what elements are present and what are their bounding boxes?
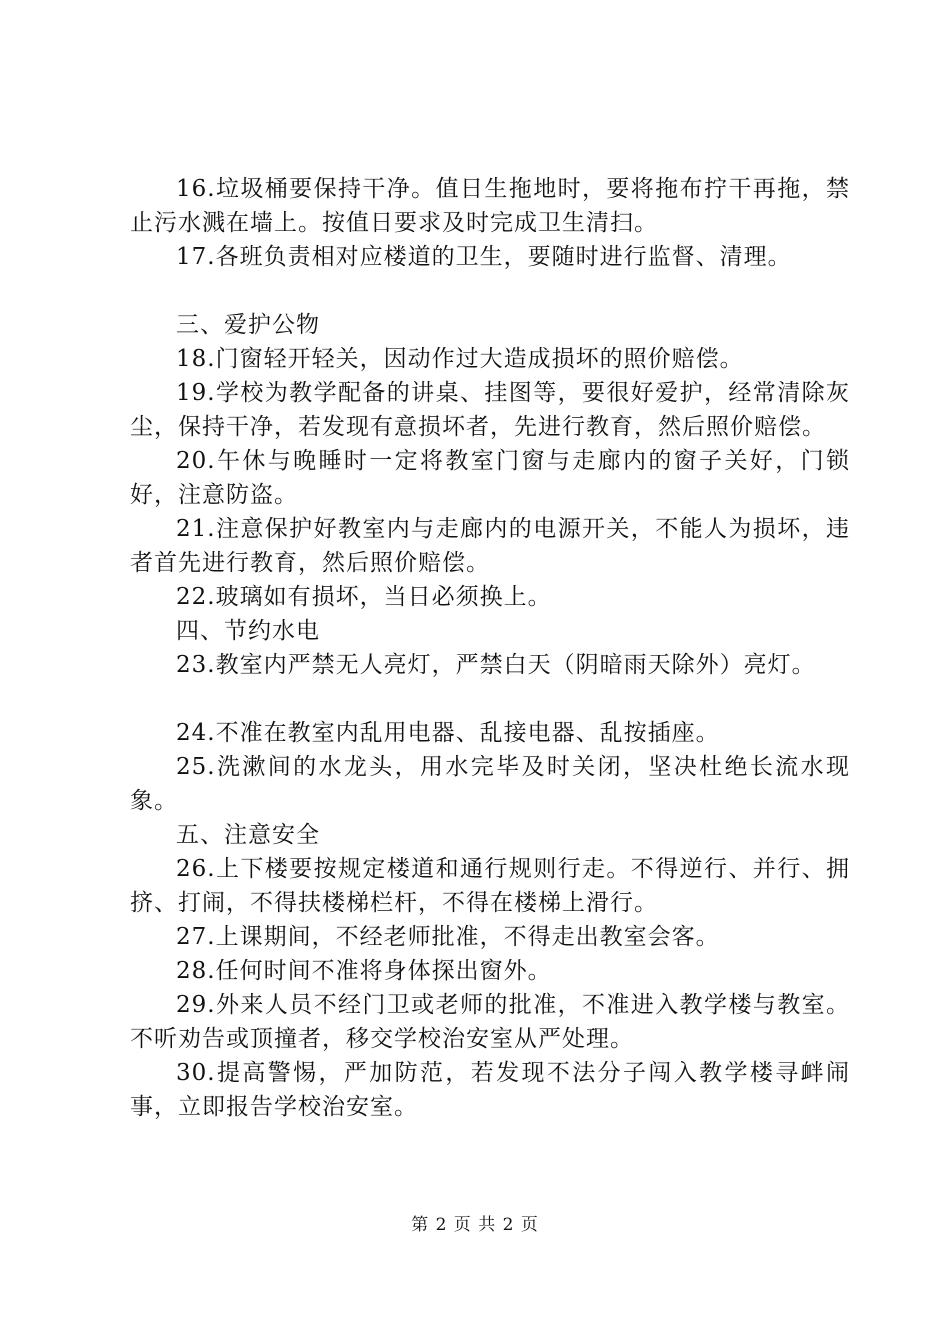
section-heading-save-water-electricity: 四、节约水电: [176, 618, 320, 644]
rule-24: 24.不准在教室内乱用电器、乱接电器、乱按插座。: [176, 720, 720, 746]
rule-20: 20.午休与晚睡时一定将教室门窗与走廊内的窗子关好，门锁好，注意防盗。: [130, 448, 850, 508]
rule-19: 19.学校为教学配备的讲桌、挂图等，要很好爱护，经常清除灰尘，保持干净，若发现有意损坏者，先进行教育，然后照价赔偿。: [130, 380, 850, 440]
rule-16: 16.垃圾桶要保持干净。值日生拖地时，要将拖布拧干再拖，禁止污水溅在墙上。按值日要求及时完成卫生清扫。: [130, 176, 850, 236]
rule-30: 30.提高警惕，严加防范，若发现不法分子闯入教学楼寻衅闹事，立即报告学校治安室。: [130, 1060, 850, 1120]
rule-23: 23.教室内严禁无人亮灯，严禁白天（阴暗雨天除外）亮灯。: [176, 652, 816, 678]
rule-28: 28.任何时间不准将身体探出窗外。: [176, 958, 552, 984]
section-gap: [130, 682, 850, 716]
rule-29: 29.外来人员不经门卫或老师的批准，不准进入教学楼与教室。不听劝告或顶撞者，移交学校治安室从严处理。: [130, 992, 850, 1052]
page-number-footer: 第 2 页 共 2 页: [411, 1215, 539, 1235]
section-gap: [130, 274, 850, 308]
section-heading-protect-property: 三、爱护公物: [176, 312, 320, 338]
rule-17: 17.各班负责相对应楼道的卫生，要随时进行监督、清理。: [176, 244, 792, 270]
rule-18: 18.门窗轻开轻关，因动作过大造成损坏的照价赔偿。: [176, 346, 744, 372]
rule-25: 25.洗漱间的水龙头，用水完毕及时关闭，坚决杜绝长流水现象。: [130, 754, 850, 814]
rule-27: 27.上课期间，不经老师批准，不得走出教室会客。: [176, 924, 720, 950]
rule-22: 22.玻璃如有损坏，当日必须换上。: [176, 584, 552, 610]
document-body: [130, 172, 850, 1124]
section-heading-safety: 五、注意安全: [176, 822, 320, 848]
rule-21: 21.注意保护好教室内与走廊内的电源开关，不能人为损坏，违者首先进行教育，然后照价赔偿。: [130, 516, 850, 576]
rule-26: 26.上下楼要按规定楼道和通行规则行走。不得逆行、并行、拥挤、打闹，不得扶楼梯栏杆，不得在楼梯上滑行。: [130, 856, 850, 916]
